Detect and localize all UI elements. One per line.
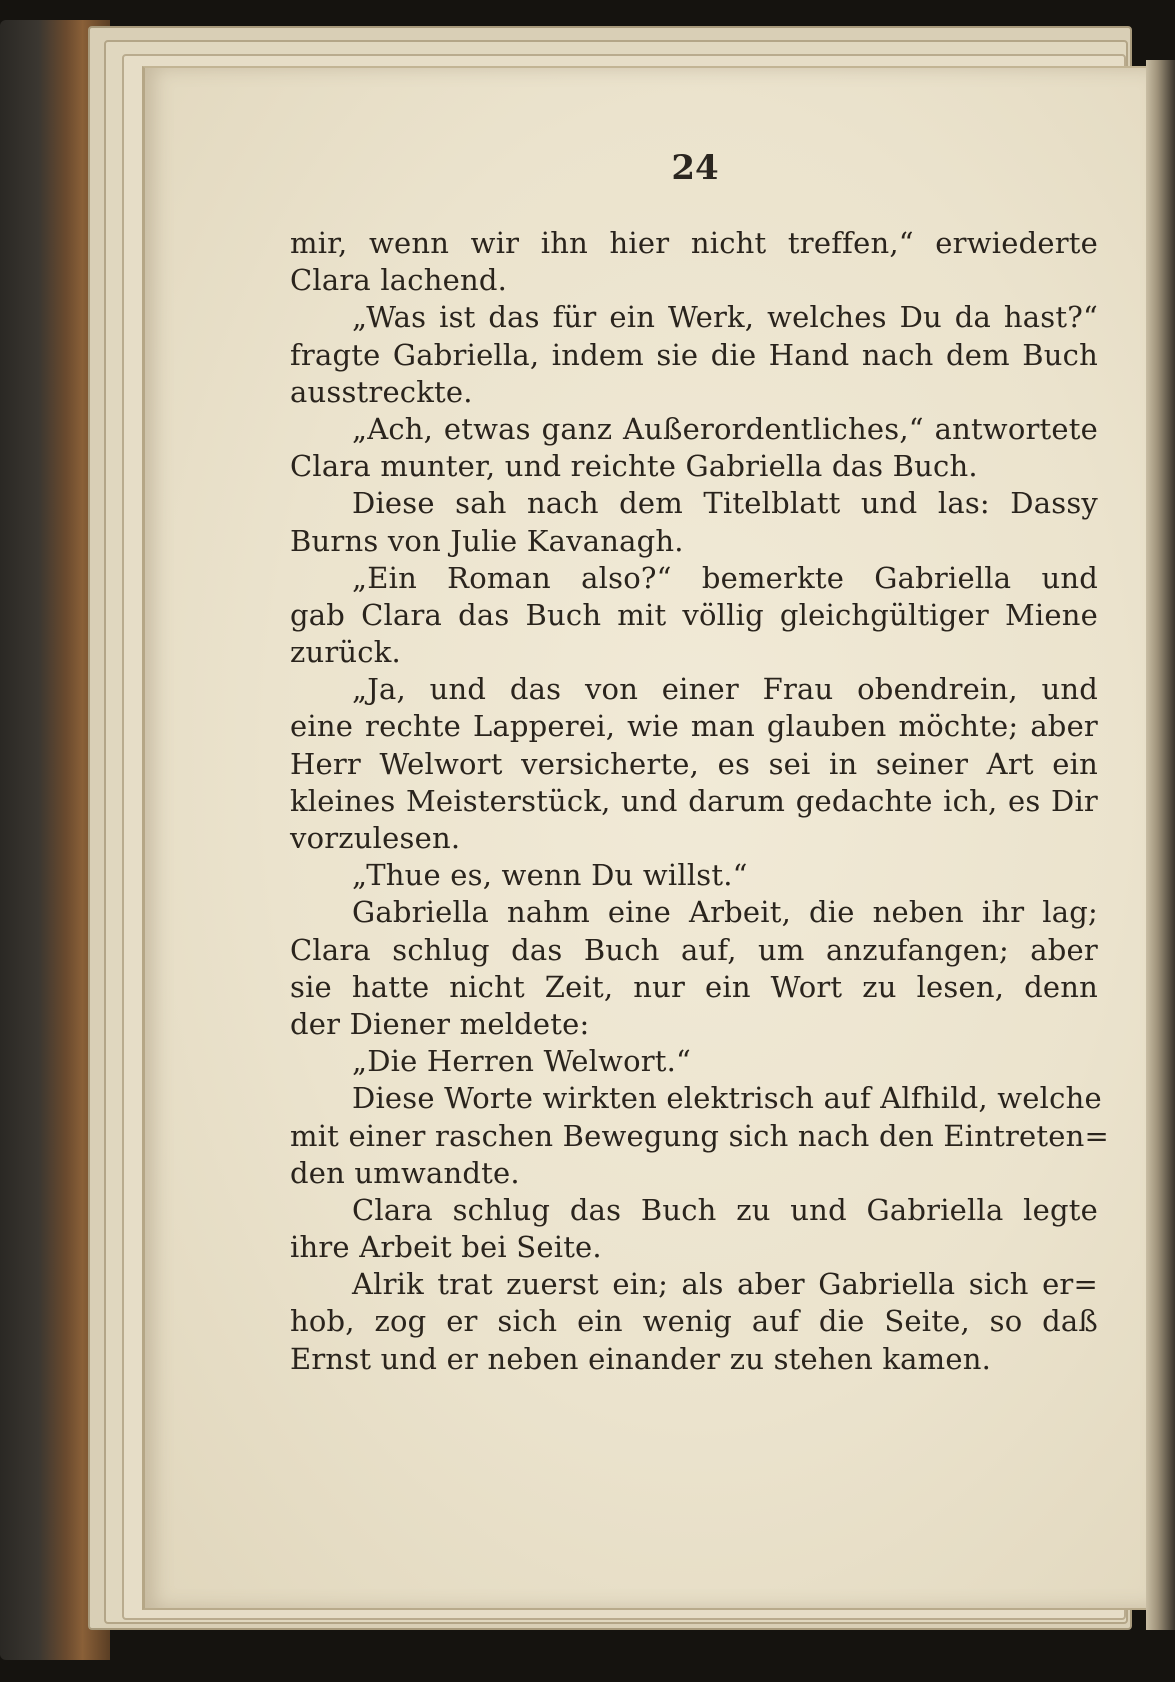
text-line: „Ach, etwas ganz Außerordentliches,“ antwortete <box>352 411 1098 446</box>
text-line: Diese Worte wirkten elektrisch auf Alfhild, welche <box>352 1081 1102 1116</box>
text-line: „Thue es, wenn Du willst.“ <box>352 858 748 893</box>
text-line: mit einer raschen Bewegung sich nach den Eintreten= <box>290 1118 1109 1153</box>
book-binding <box>1146 60 1175 1630</box>
text-line: Gabriella nahm eine Arbeit, die neben ihr lag; <box>352 895 1098 930</box>
text-line: Herr Welwort versicherte, es sei in seiner Art ein <box>290 746 1098 781</box>
text-line: eine rechte Lapperei, wie man glauben möchte; aber <box>290 709 1098 744</box>
text-line: „Was ist das für ein Werk, welches Du da hast?“ <box>352 300 1098 335</box>
text-line: vorzulesen. <box>290 821 461 855</box>
text-line: gab Clara das Buch mit völlig gleichgültiger Miene <box>290 597 1098 632</box>
text-line: zurück. <box>290 635 401 670</box>
text-line: Clara lachend. <box>290 263 508 298</box>
text-line: hob, zog er sich ein wenig auf die Seite, so daß <box>290 1304 1098 1339</box>
text-line: den umwandte. <box>290 1155 520 1190</box>
page-number: 24 <box>671 148 719 188</box>
text-line: Clara munter, und reichte Gabriella das Buch. <box>290 449 978 484</box>
text-line: ihre Arbeit bei Seite. <box>290 1230 602 1265</box>
text-line: „Die Herren Welwort.“ <box>352 1044 692 1079</box>
text-line: ausstreckte. <box>290 374 473 409</box>
text-line: „Ja, und das von einer Frau obendrein, und <box>352 672 1098 707</box>
text-line: sie hatte nicht Zeit, nur ein Wort zu lesen, denn <box>290 969 1098 1004</box>
text-line: Diese sah nach dem Titelblatt und las: Dassy <box>352 486 1098 521</box>
text-line: fragte Gabriella, indem sie die Hand nach dem Buch <box>290 337 1098 372</box>
text-line: Burns von Julie Kavanagh. <box>290 523 684 558</box>
text-line: mir, wenn wir ihn hier nicht treffen,“ erwiederte <box>290 226 1098 260</box>
text-line: Clara schlug das Buch auf, um anzufangen; aber <box>290 932 1098 967</box>
text-line: Alrik trat zuerst ein; als aber Gabriella sich er= <box>352 1267 1098 1302</box>
body-text <box>290 225 1109 1378</box>
text-line: Clara schlug das Buch zu und Gabriella legte <box>352 1192 1098 1227</box>
text-line: der Diener meldete: <box>290 1006 590 1041</box>
text-line: Ernst und er neben einander zu stehen kamen. <box>290 1341 992 1376</box>
text-line: „Ein Roman also?“ bemerkte Gabriella und <box>352 560 1098 595</box>
text-line: kleines Meisterstück, und darum gedachte ich, es Dir <box>290 783 1098 818</box>
